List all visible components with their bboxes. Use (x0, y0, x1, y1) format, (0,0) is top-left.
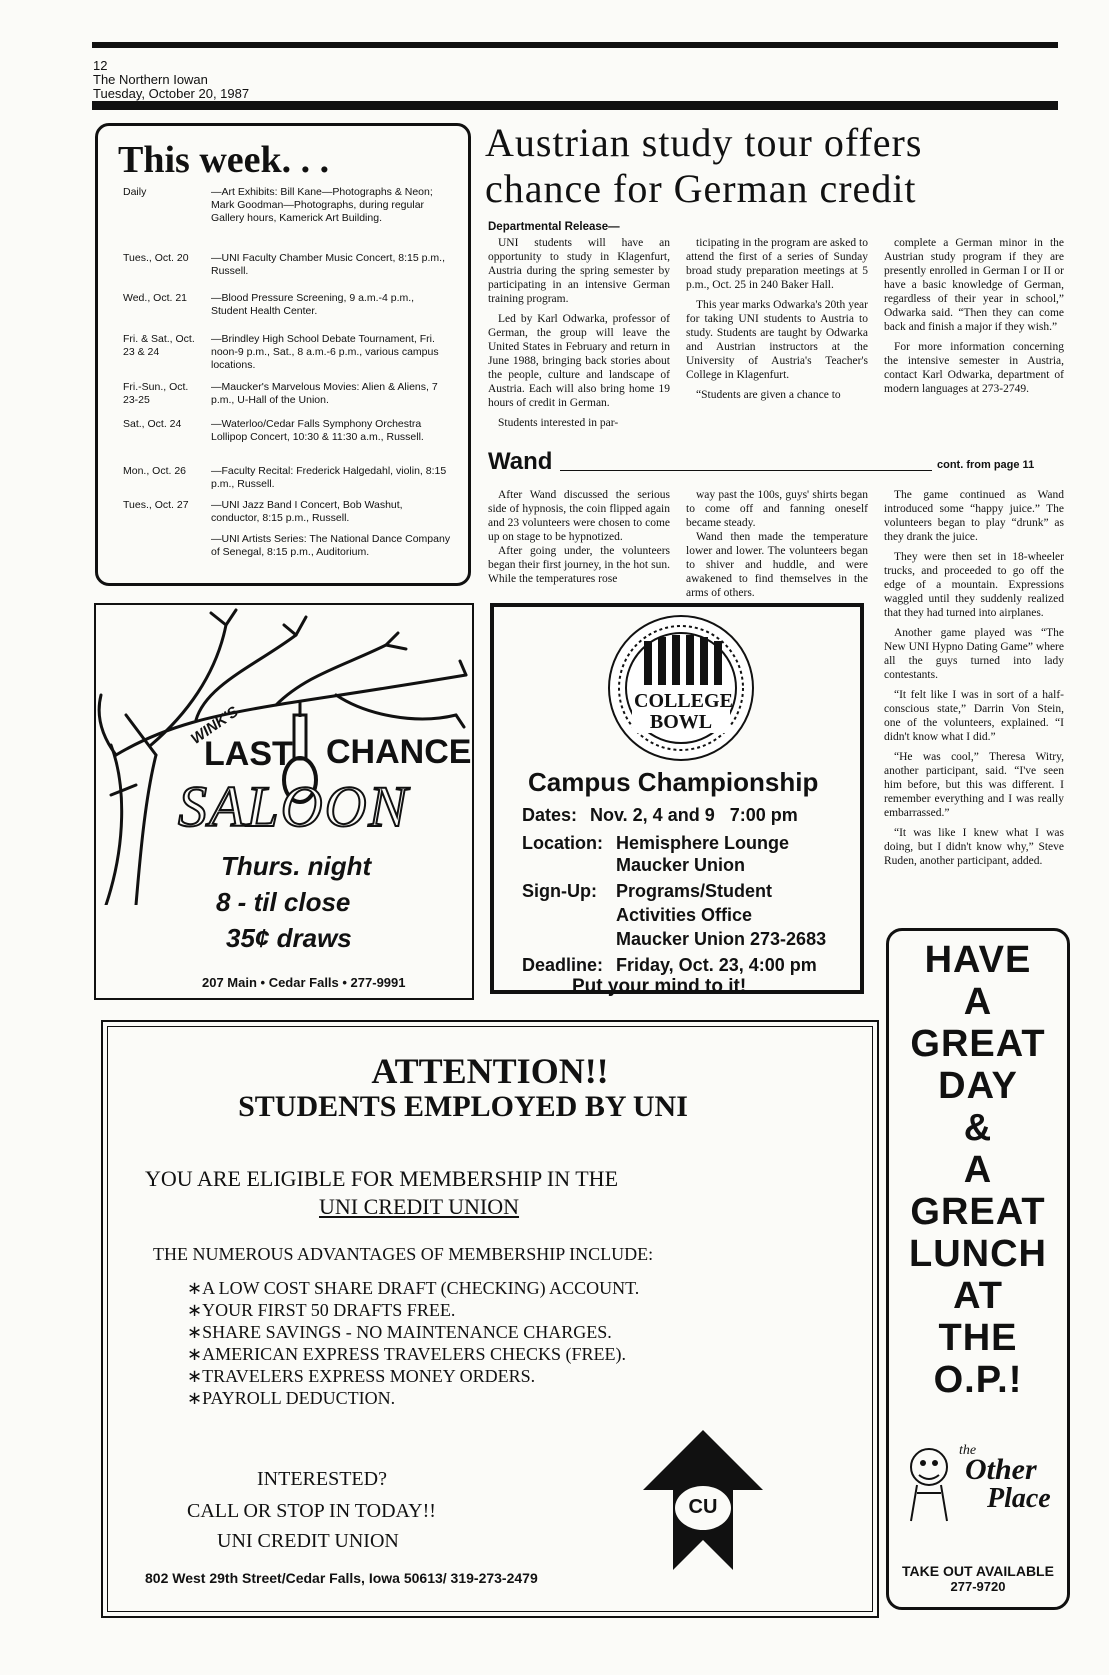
advantage-text: YOUR FIRST 50 DRAFTS FREE. (202, 1300, 456, 1320)
event-date: Daily (123, 186, 147, 198)
call-line: CALL OR STOP IN TODAY!! (187, 1500, 436, 1522)
event-text: —Faculty Recital: Frederick Halgedahl, violin, 8:15 p.m., Russell. (211, 465, 447, 490)
credit-union-name: UNI CREDIT UNION (217, 1530, 399, 1552)
wand-rule (560, 470, 932, 471)
advantages-intro: THE NUMEROUS ADVANTAGES OF MEMBERSHIP INCLUDE: (153, 1244, 654, 1264)
event-text: —Blood Pressure Screening, 9 a.m.-4 p.m., Student Health Center. (211, 292, 415, 317)
op-line: A (963, 981, 993, 1023)
event-date: Mon., Oct. 26 (123, 465, 187, 477)
op-line: THE (938, 1317, 1018, 1359)
event-text: —UNI Jazz Band I Concert, Bob Washut, conductor, 8:15 p.m., Russell. (211, 499, 403, 524)
advantage-item: ∗YOUR FIRST 50 DRAFTS FREE. (187, 1300, 456, 1320)
signup-label: Sign-Up: (522, 881, 597, 901)
saloon-last: LAST (204, 735, 293, 773)
advantage-item: ∗A LOW COST SHARE DRAFT (CHECKING) ACCOUNT. (187, 1278, 640, 1298)
paragraph: “It was like I knew what I was doing, but I didn't know why,” Steve Ruden, another participant, added. (884, 827, 1064, 867)
wand-continued: cont. from page 11 (937, 459, 1035, 471)
other-place-ad (886, 928, 1070, 1610)
college-bowl-logo-line1: COLLEGE (634, 690, 733, 712)
saloon-line3: 35¢ draws (226, 923, 352, 953)
this-week-title: This week. . . (118, 139, 330, 181)
advantage-text: AMERICAN EXPRESS TRAVELERS CHECKS (FREE). (202, 1344, 626, 1364)
event-text: —Brindley High School Debate Tournament, Fri. noon-9 p.m., Sat., 8 a.m.-6 p.m., various campus locations. (211, 333, 439, 371)
op-line: A (963, 1149, 993, 1191)
article-headline-line1: Austrian study tour offers (485, 120, 923, 165)
advantage-text: A LOW COST SHARE DRAFT (CHECKING) ACCOUNT. (202, 1278, 640, 1298)
op-line: LUNCH (909, 1233, 1047, 1275)
wand-column-3 (884, 488, 1064, 868)
paragraph: UNI students will have an opportunity to study in Klagenfurt, Austria during the spring semester by participating in an intensive German training program. (488, 237, 670, 305)
event-date: Wed., Oct. 21 (123, 292, 187, 304)
college-bowl-logo-line2: BOWL (649, 711, 713, 733)
paragraph: Led by Karl Odwarka, professor of German, the group will leave the United States in February and return in June 1988, bringing back stories about the people, culture and landscape of Austria. Each will also bring home 19 hours of credit in German. (488, 313, 670, 409)
advantage-item: ∗SHARE SAVINGS - NO MAINTENANCE CHARGES. (187, 1322, 612, 1342)
paragraph: “It felt like I was in sort of a half-conscious state,” Darrin Von Stein, one of the volunteers, explained. “I didn't know what I did.” (884, 689, 1064, 743)
header-rule (92, 101, 1058, 110)
paragraph: Another game played was “The New UNI Hypno Dating Game” where all the guys turned into lady contestants. (884, 627, 1064, 681)
event-date: Fri. & Sat., Oct. 23 & 24 (123, 333, 195, 358)
advantage-item: ∗AMERICAN EXPRESS TRAVELERS CHECKS (FREE). (187, 1344, 626, 1364)
deadline-value: Friday, Oct. 23, 4:00 pm (616, 955, 817, 975)
college-bowl-ad (490, 603, 864, 997)
saloon-line1: Thurs. night (221, 851, 372, 881)
takeout-line: TAKE OUT AVAILABLE (902, 1563, 1054, 1579)
other-place-phone: 277-9720 (950, 1579, 1006, 1594)
wand-title: Wand (488, 448, 553, 475)
paragraph: Students interested in par- (498, 417, 619, 429)
paragraph: After Wand discussed the serious side of hypnosis, the coin flipped again and 23 volunteers were chosen to come up on stage to be hypnotized. (488, 489, 670, 543)
other-place-logo-the: the (959, 1443, 977, 1458)
deadline-label: Deadline: (522, 955, 604, 975)
other-place-logo-place: Place (987, 1483, 1051, 1514)
other-place-logo-other: Other (965, 1453, 1037, 1486)
location-label: Location: (522, 833, 603, 853)
event-text: —Waterloo/Cedar Falls Symphony Orchestra Lollipop Concert, 10:30 & 11:30 a.m., Russell. (211, 418, 424, 443)
college-bowl-tagline: Put your mind to it! (572, 976, 747, 997)
article-headline-line2: chance for German credit (485, 166, 917, 211)
location-value-1: Hemisphere Lounge (616, 833, 790, 853)
signup-value-1: Programs/Student (616, 881, 773, 901)
saloon-ad (94, 603, 474, 1000)
advantage-text: PAYROLL DEDUCTION. (202, 1388, 396, 1408)
other-place-mascot (899, 1443, 959, 1523)
article-column-2 (686, 236, 868, 402)
event-date: Sat., Oct. 24 (123, 418, 182, 430)
paragraph: The game continued as Wand introduced some “happy juice.” The volunteers began to play “drunk” as they drank the juice. (884, 489, 1064, 543)
advantage-item: ∗TRAVELERS EXPRESS MONEY ORDERS. (187, 1366, 536, 1386)
op-line: DAY (938, 1065, 1018, 1107)
signup-value-2: Activities Office (616, 905, 753, 925)
signup-value-3: Maucker Union 273-2683 (616, 929, 827, 949)
interested-line: INTERESTED? (257, 1468, 387, 1490)
saloon-name: SALOON (178, 774, 410, 839)
paragraph: Wand then made the temperature lower and lower. The volunteers began to shiver and huddle, and were awakened to find themselves in the arms of others. (686, 531, 868, 599)
saloon-chance: CHANCE (326, 733, 472, 771)
event-text: —UNI Artists Series: The National Dance Company of Senegal, 8:15 p.m., Auditorium. (211, 533, 451, 558)
location-value-2: Maucker Union (616, 855, 746, 875)
credit-union-name-underlined: UNI CREDIT UNION (319, 1194, 520, 1219)
op-line: & (963, 1107, 993, 1149)
wand-column-2 (686, 488, 868, 600)
paragraph: For more information concerning the intensive semester in Austria, contact Karl Odwarka, department of modern languages at 273-2749. (884, 341, 1064, 395)
paragraph: They were then set in 18-wheeler trucks, and proceeded to go off the edge of a mountain. Expressions waggled until they suddenly realized that they had turned into airplanes. (884, 551, 1064, 619)
event-text: —Maucker's Marvelous Movies: Alien & Aliens, 7 p.m., U-Hall of the Union. (211, 381, 438, 406)
issue-date: Tuesday, October 20, 1987 (93, 86, 250, 101)
college-bowl-title: Campus Championship (528, 767, 819, 797)
wand-column-1 (488, 488, 670, 586)
this-week-box (95, 123, 471, 586)
article-column-1 (488, 236, 670, 430)
saloon-address: 207 Main • Cedar Falls • 277-9991 (202, 975, 406, 990)
top-rule (92, 42, 1058, 48)
article-byline: Departmental Release— (488, 221, 620, 233)
paragraph: way past the 100s, guys' shirts began to come off and fanning oneself became steady. (686, 489, 868, 529)
advantage-item: ∗PAYROLL DEDUCTION. (187, 1388, 396, 1408)
students-heading: STUDENTS EMPLOYED BY UNI (238, 1090, 688, 1123)
saloon-winks: WINK'S (187, 703, 242, 748)
event-date: Tues., Oct. 20 (123, 252, 189, 264)
paragraph: After going under, the volunteers began their first journey, in the hot sun. While the temperatures rose (488, 545, 670, 585)
op-line: GREAT (910, 1191, 1046, 1233)
attention-heading: ATTENTION!! (371, 1051, 609, 1091)
advantage-text: SHARE SAVINGS - NO MAINTENANCE CHARGES. (202, 1322, 612, 1342)
paragraph: ticipating in the program are asked to attend the first of a series of Sunday broad study preparation meetings at 5 p.m., Oct. 25 in 240 Baker Hall. (686, 237, 868, 291)
paper-name: The Northern Iowan (93, 72, 208, 87)
op-line: O.P.! (933, 1359, 1023, 1401)
credit-union-logo-text: CU (688, 1496, 718, 1518)
paragraph: “He was cool,” Theresa Witry, another participant, said. “I've seen him before, but this was different. I remember everything and I was really embarrassed.” (884, 751, 1064, 819)
op-line: GREAT (910, 1023, 1046, 1065)
credit-union-ad (101, 1020, 879, 1618)
eligible-line: YOU ARE ELIGIBLE FOR MEMBERSHIP IN THE (145, 1166, 619, 1191)
dates-value: Nov. 2, 4 and 9 7:00 pm (590, 805, 798, 825)
saloon-line2: 8 - til close (216, 887, 351, 917)
event-text: —Art Exhibits: Bill Kane—Photographs & Neon; Mark Goodman—Photographs, during regular Gallery hours, Kamerick Art Building. (211, 186, 433, 224)
op-line: HAVE (924, 939, 1032, 981)
paragraph: This year marks Odwarka's 20th year for taking UNI students to Austria to study. Students are taught by Odwarka and Austrian instructors at the University of Austria's Teacher's College in Klagenfurt. (686, 299, 868, 381)
page-number: 12 (93, 58, 108, 73)
credit-union-address: 802 West 29th Street/Cedar Falls, Iowa 50613/ 319-273-2479 (145, 1570, 538, 1586)
paragraph: “Students are given a chance to (696, 389, 841, 401)
paragraph: complete a German minor in the Austrian study program if they are presently enrolled in German I or II or have a basic knowledge of German, regardless of their year in school,” Odwarka said. “Then they can come back and finish a major if they wish.” (884, 237, 1064, 333)
event-date: Fri.-Sun., Oct. 23-25 (123, 381, 189, 406)
op-line: AT (953, 1275, 1003, 1317)
dates-label: Dates: (522, 805, 578, 825)
advantage-text: TRAVELERS EXPRESS MONEY ORDERS. (202, 1366, 536, 1386)
college-bowl-logo (606, 613, 756, 763)
event-date: Tues., Oct. 27 (123, 499, 189, 511)
article-column-3 (884, 236, 1064, 396)
event-text: —UNI Faculty Chamber Music Concert, 8:15 p.m., Russell. (211, 252, 445, 277)
